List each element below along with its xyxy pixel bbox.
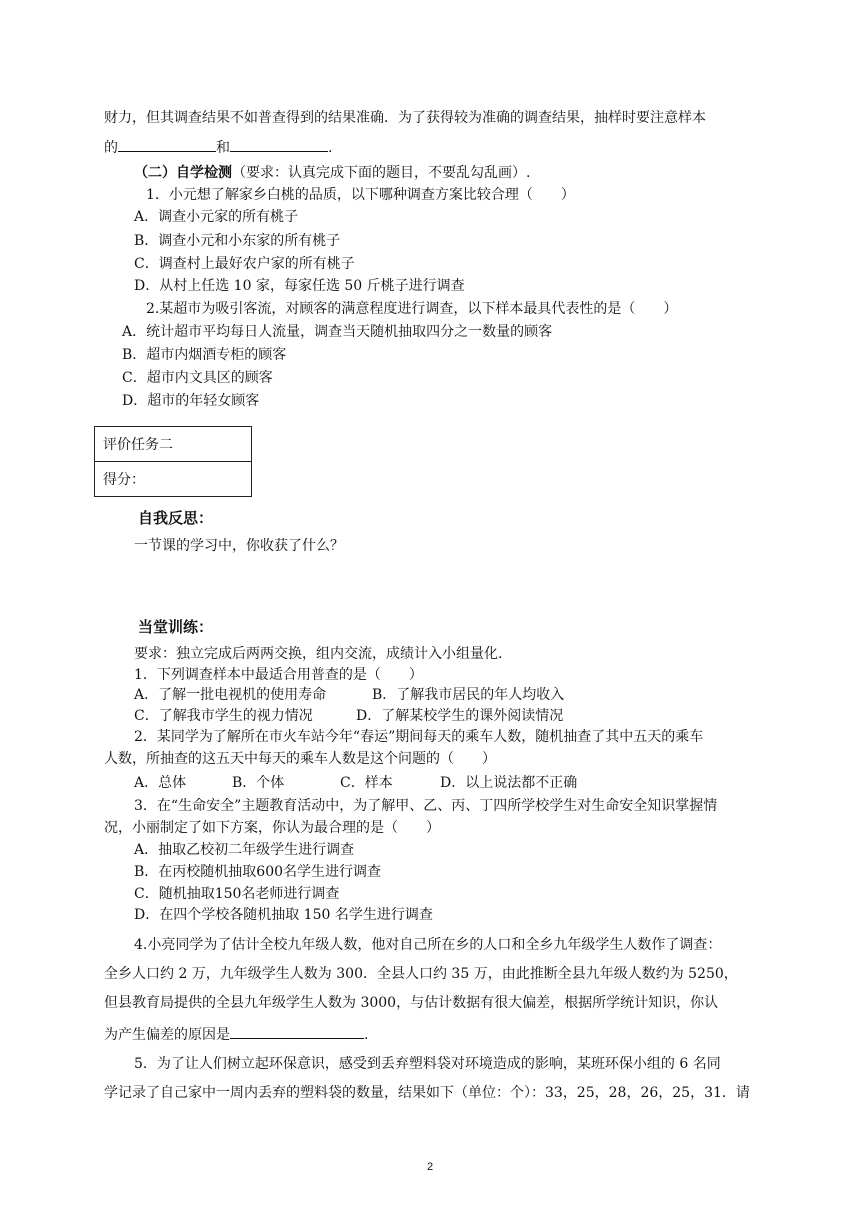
q1-option-c: C．调查村上最好农户家的所有桃子 [134,256,355,272]
p4-line-1: 4.小亮同学为了估计全校九年级人数，他对自己所在乡的人口和全乡九年级学生人数作了调查： [134,937,722,953]
q2-option-b: B．超市内烟酒专柜的顾客 [122,347,287,363]
p1-stem: 1．下列调查样本中最适合用普查的是（ ） [134,667,423,683]
p2-line-2: 人数，所抽查的这五天中每天的乘车人数是这个问题的（ ） [104,751,496,767]
p4-line-4-prefix: 为产生偏差的原因是 [104,1027,230,1043]
p2-line-1: 2．某同学为了解所在市火车站今年“春运”期间每天的乘车人数，随机抽查了其中五天的乘车 [134,729,704,745]
practice-requirement: 要求：独立完成后两两交换，组内交流，成绩计入小组量化. [134,646,503,662]
p2-option-c: C．样本 [340,775,393,791]
reflection-prompt: 一节课的学习中，你收获了什么？ [134,538,344,554]
evaluation-table [94,426,252,497]
fill-blank-1[interactable] [118,136,216,152]
practice-title: 当堂训练： [138,618,214,636]
intro-line-1: 财力，但其调查结果不如普查得到的结果准确．为了获得较为准确的调查结果，抽样时要注意样本 [104,110,706,126]
p4-line-2: 全乡人口约 2 万，九年级学生人数为 300．全县人口约 35 万，由此推断全县九年级人数约为 5250， [104,966,738,982]
section2-header [134,163,530,183]
p3-line-2: 况，小丽制定了如下方案，你认为最合理的是（ ） [104,820,440,836]
p4-line-4 [104,1023,368,1043]
q1-option-d: D．从村上任选 10 家，每家任选 50 斤桃子进行调查 [134,278,465,294]
p4-line-3: 但县教育局提供的全县九年级学生人数为 3000，与估计数据有很大偏差，根据所学统计知识，你认 [104,995,719,1011]
evaluation-task-cell: 评价任务二 [95,427,252,462]
intro-line-2 [104,136,332,156]
p3-line-1: 3．在“生命安全”主题教育活动中，为了解甲、乙、丙、丁四所学校学生对生命安全知识掌握情 [134,798,718,814]
evaluation-score-cell: 得分： [95,462,252,497]
intro-line-2-mid: 和 [216,140,230,156]
q2-stem: 2.某超市为吸引客流，对顾客的满意程度进行调查，以下样本最具代表性的是（ ） [146,301,678,317]
p3-option-a: A．抽取乙校初二年级学生进行调查 [134,842,355,858]
p1-option-c: C．了解我市学生的视力情况 [134,708,313,724]
q2-option-a: A．统计超市平均每日人流量，调查当天随机抽取四分之一数量的顾客 [122,324,553,340]
p5-line-2: 学记录了自己家中一周内丢弃的塑料袋的数量，结果如下（单位：个）：33，25，28，26，25，31．请 [104,1085,750,1101]
p5-line-1: 5．为了让人们树立起环保意识，感受到丢弃塑料袋对环境造成的影响，某班环保小组的 6 名同 [134,1056,721,1072]
p1-option-b: B．了解我市居民的年人均收入 [372,687,565,703]
p1-option-d: D．了解某校学生的课外阅读情况 [356,708,564,724]
p3-option-b: B．在丙校随机抽取600名学生进行调查 [134,864,382,880]
q1-option-b: B．调查小元和小东家的所有桃子 [134,233,341,249]
section2-title: （二）自学检测 [134,165,232,181]
p3-option-d: D．在四个学校各随机抽取 150 名学生进行调查 [134,907,433,923]
p3-option-c: C．随机抽取150名老师进行调查 [134,886,340,902]
page-number: 2 [426,1161,434,1173]
q2-option-c: C．超市内文具区的顾客 [122,370,273,386]
p2-option-d: D．以上说法都不正确 [440,775,578,791]
section2-requirement: （要求：认真完成下面的题目，不要乱勾乱画）. [232,165,531,181]
fill-blank-3[interactable] [230,1023,364,1039]
p1-option-a: A．了解一批电视机的使用寿命 [134,687,327,703]
q1-option-a: A．调查小元家的所有桃子 [134,209,299,225]
intro-line-2-prefix: 的 [104,140,118,156]
intro-line-2-end: . [328,140,333,156]
q1-stem: 1．小元想了解家乡白桃的品质，以下哪种调查方案比较合理（ ） [146,187,575,203]
reflection-title: 自我反思： [138,509,214,527]
p2-option-b: B．个体 [232,775,285,791]
p4-line-4-end: . [364,1027,369,1043]
p2-option-a: A．总体 [134,775,187,791]
fill-blank-2[interactable] [230,136,328,152]
q2-option-d: D．超市的年轻女顾客 [122,393,260,409]
